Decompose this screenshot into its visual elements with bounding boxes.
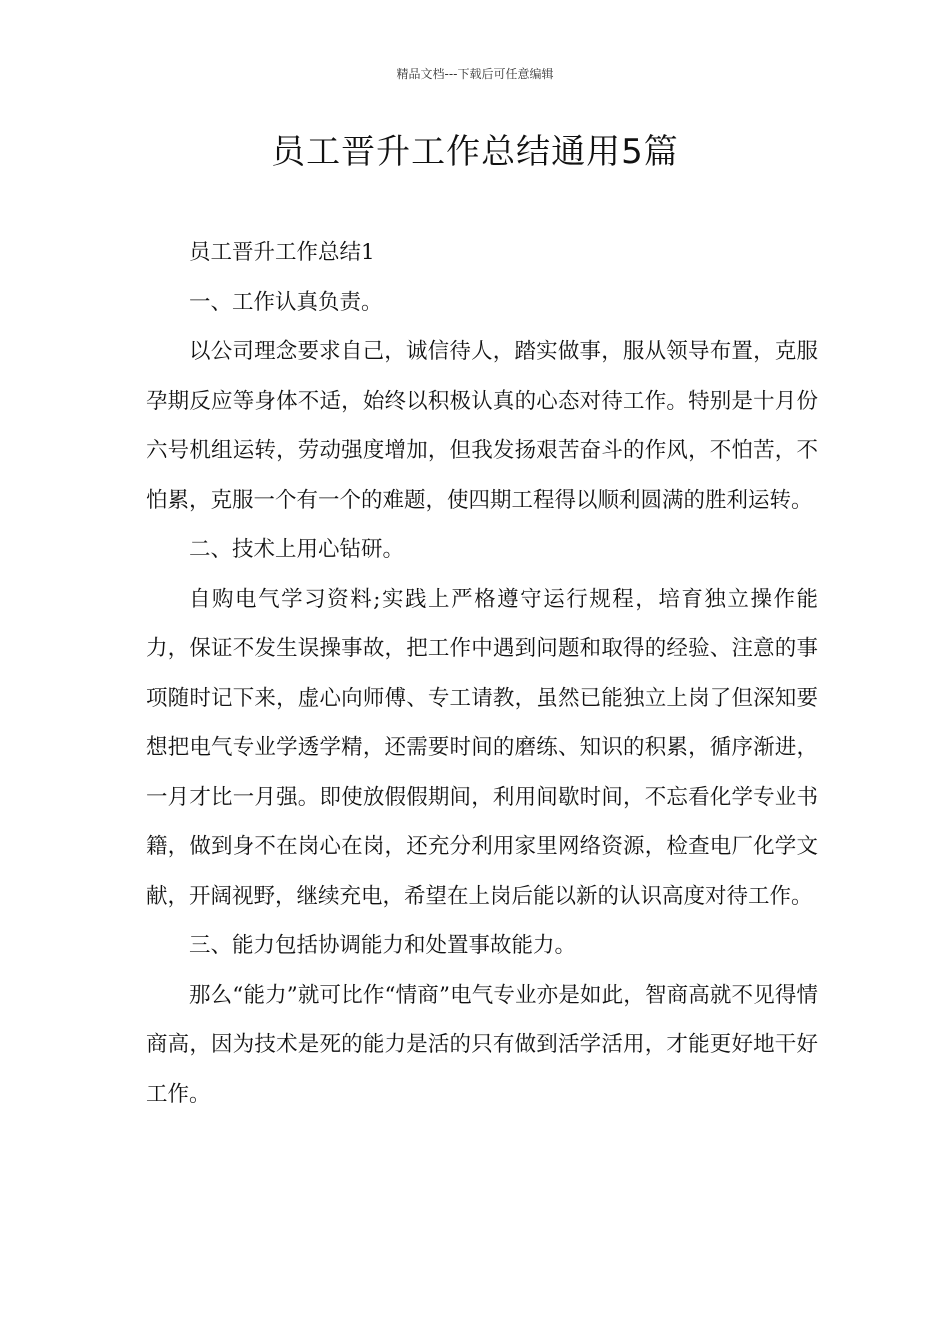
document-title: 员工晋升工作总结通用5篇 bbox=[271, 132, 679, 172]
section-heading-main: 员工晋升工作总结1 bbox=[189, 240, 375, 265]
section-heading-3: 三、能力包括协调能力和处置事故能力。 bbox=[189, 933, 577, 958]
document-body bbox=[146, 228, 818, 1119]
paragraph-1: 以公司理念要求自己，诚信待人，踏实做事，服从领导布置，克服孕期反应等身体不适，始终以积极认真的心态对待工作。特别是十月份六号机组运转，劳动强度增加，但我发扬艰苦奋斗的作风，不怕苦，不怕累，克服一个有一个的难题，使四期工程得以顺利圆满的胜利运转。 bbox=[146, 339, 818, 513]
paragraph-2: 自购电气学习资料;实践上严格遵守运行规程，培育独立操作能力，保证不发生误操事故，把工作中遇到问题和取得的经验、注意的事项随时记下来，虚心向师傅、专工请教，虽然已能独立上岗了但深知要想把电气专业学透学精，还需要时间的磨练、知识的积累，循序渐进，一月才比一月强。即使放假假期间，利用间歇时间，不忘看化学专业书籍，做到身不在岗心在岗，还充分利用家里网络资源，检查电厂化学文献，开阔视野，继续充电，希望在上岗后能以新的认识高度对待工作。 bbox=[146, 586, 818, 909]
section-heading-1: 一、工作认真负责。 bbox=[189, 289, 383, 315]
header-note: 精品文档---下载后可任意编辑 bbox=[396, 67, 554, 81]
paragraph-3: 那么“能力”就可比作“情商”电气专业亦是如此，智商高就不见得情商高，因为技术是死的能力是活的只有做到活学活用，才能更好地干好工作。 bbox=[146, 982, 818, 1107]
section-heading-2: 二、技术上用心钻研。 bbox=[189, 537, 405, 562]
